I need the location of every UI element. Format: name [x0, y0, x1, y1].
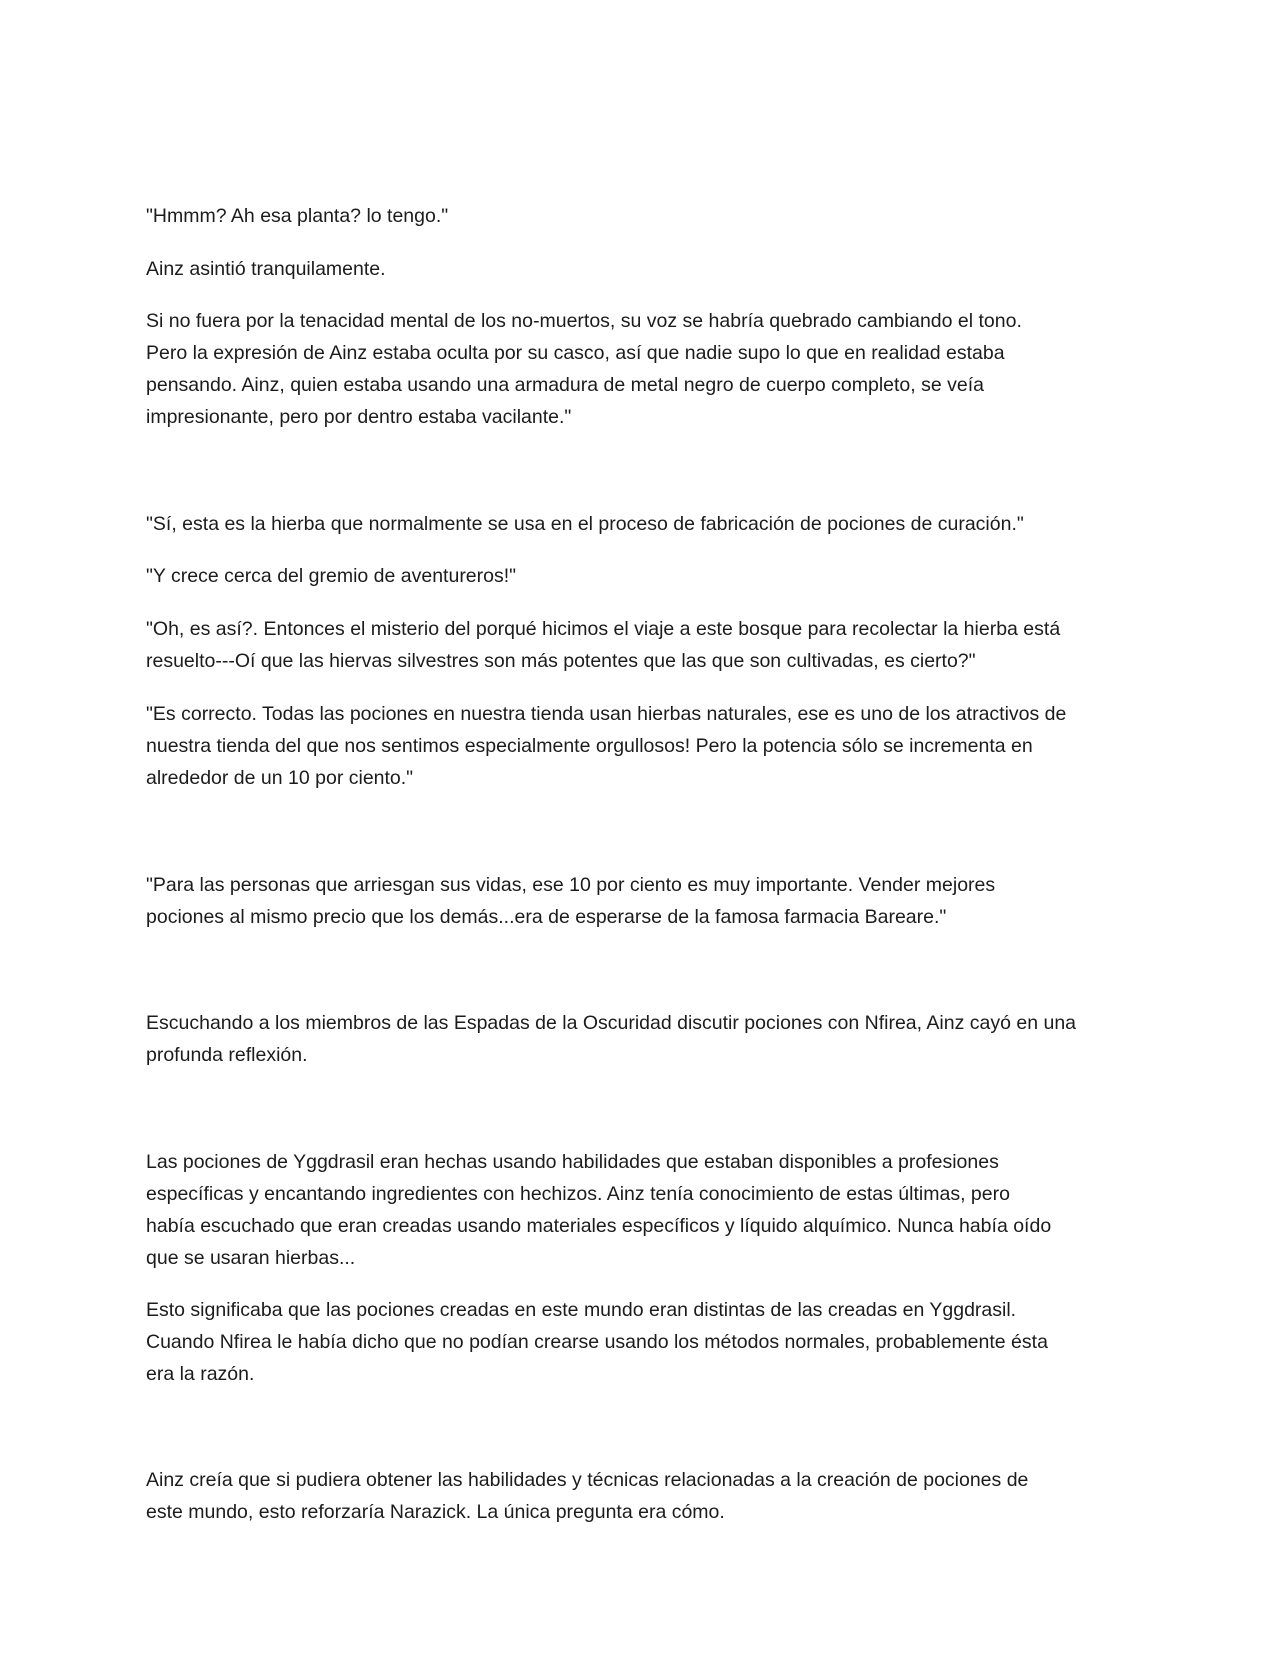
paragraph-12: [146, 1464, 1146, 1528]
paragraph-5: [146, 560, 1146, 592]
text-line: nuestra tienda del que nos sentimos especialmente orgullosos! Pero la potencia sólo se incrementa en: [146, 735, 1033, 757]
paragraph-11: [146, 1294, 1146, 1390]
text-line: pensando. Ainz, quien estaba usando una armadura de metal negro de cuerpo completo, se veía: [146, 374, 984, 396]
text-line: que se usaran hierbas...: [146, 1247, 356, 1269]
text-line: era la razón.: [146, 1363, 255, 1385]
text-line: "Hmmm? Ah esa planta? lo tengo.": [146, 205, 449, 227]
text-line: Pero la expresión de Ainz estaba oculta por su casco, así que nadie supo lo que en realidad estaba: [146, 342, 1005, 364]
text-line: Esto significaba que las pociones creadas en este mundo eran distintas de las creadas en Yggdrasil.: [146, 1299, 1017, 1321]
text-line: alrededor de un 10 por ciento.": [146, 767, 414, 789]
text-line: impresionante, pero por dentro estaba vacilante.": [146, 406, 572, 428]
paragraph-3: [146, 305, 1146, 433]
text-line: Ainz creía que si pudiera obtener las habilidades y técnicas relacionadas a la creación de pociones de: [146, 1469, 1029, 1491]
paragraph-7: [146, 698, 1146, 794]
text-line: específicas y encantando ingredientes con hechizos. Ainz tenía conocimiento de estas últimas, pero: [146, 1183, 1010, 1205]
paragraph-10: [146, 1146, 1146, 1274]
text-line: "Es correcto. Todas las pociones en nuestra tienda usan hierbas naturales, ese es uno de los atractivos de: [146, 703, 1067, 725]
paragraph-8: [146, 869, 1146, 933]
text-line: profunda reflexión.: [146, 1044, 308, 1066]
text-line: este mundo, esto reforzaría Narazick. La única pregunta era cómo.: [146, 1501, 725, 1523]
text-line: pociones al mismo precio que los demás...era de esperarse de la famosa farmacia Bareare.": [146, 906, 947, 928]
text-line: "Sí, esta es la hierba que normalmente se usa en el proceso de fabricación de pociones de curación.": [146, 513, 1024, 535]
paragraph-6: [146, 613, 1146, 677]
text-line: Escuchando a los miembros de las Espadas de la Oscuridad discutir pociones con Nfirea, Ainz cayó en una: [146, 1012, 1077, 1034]
text-line: "Oh, es así?. Entonces el misterio del porqué hicimos el viaje a este bosque para recolectar la hierba está: [146, 618, 1061, 640]
text-line: "Y crece cerca del gremio de aventureros!": [146, 565, 517, 587]
paragraph-9: [146, 1007, 1146, 1071]
text-line: "Para las personas que arriesgan sus vidas, ese 10 por ciento es muy importante. Vender mejores: [146, 874, 996, 896]
paragraph-1: [146, 200, 1146, 232]
text-line: Si no fuera por la tenacidad mental de los no-muertos, su voz se habría quebrado cambiando el tono.: [146, 310, 1022, 332]
text-line: Las pociones de Yggdrasil eran hechas usando habilidades que estaban disponibles a profesiones: [146, 1151, 999, 1173]
text-line: Cuando Nfirea le había dicho que no podían crearse usando los métodos normales, probablemente ésta: [146, 1331, 1048, 1353]
paragraph-4: [146, 508, 1146, 540]
text-line: Ainz asintió tranquilamente.: [146, 258, 386, 280]
paragraph-2: [146, 253, 1146, 285]
text-line: había escuchado que eran creadas usando materiales específicos y líquido alquímico. Nunca había oído: [146, 1215, 1052, 1237]
text-line: resuelto---Oí que las hiervas silvestres son más potentes que las que son cultivadas, es cierto?": [146, 650, 976, 672]
